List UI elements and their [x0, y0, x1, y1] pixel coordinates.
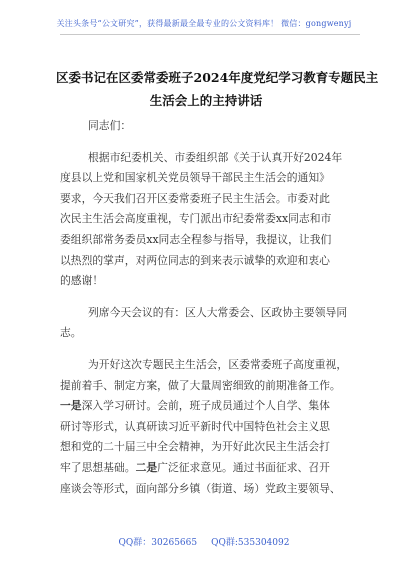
paragraph-line: 座谈会等形式，面向部分乡镇（街道、场）党政主要领导、: [60, 481, 341, 495]
emphasis-first: 一是: [60, 399, 82, 413]
title-line-2: 生活会上的主持讲话: [149, 93, 263, 108]
footer-qq-group-2: QQ群:535304092: [211, 538, 290, 548]
paragraph-line: 以热烈的掌声，对两位同志的到来表示诚挚的欢迎和衷心: [60, 253, 330, 267]
document-title: [56, 66, 379, 112]
paragraph-line: 提前着手、制定方案，做了大量周密细致的前期准备工作。: [60, 378, 341, 392]
document-body: [60, 116, 352, 499]
paragraph-line: 度县以上党和国家机关党员领导干部民主生活会的通知》: [60, 171, 330, 185]
title-line-1: 区委书记在区委常委班子2024年度党纪学习教育专题民主: [56, 70, 379, 85]
footer-qq-group-1: QQ群：30265665: [118, 538, 198, 548]
paragraph-3: [60, 355, 352, 499]
paragraph-line: 的感谢！: [60, 274, 104, 288]
header-banner: 关注头条号“公文研究”，获得最新最全最专业的公文资料库！ 微信：gongwenyj: [56, 19, 352, 28]
paragraph-line: 列席今天会议的有：区人大常委会、区政协主要领导同: [88, 305, 348, 319]
paragraph-line: 次民主生活会高度重视，专门派出市纪委常委xx同志和市: [60, 212, 332, 226]
footer-contacts: [0, 535, 408, 548]
paragraph-line: 研讨等形式，认真研读习近平新时代中国特色社会主义思: [60, 419, 330, 433]
paragraph-line: 想和党的二十届三中全会精神，为开好此次民主生活会打: [60, 440, 330, 454]
paragraph-line: 志。: [60, 326, 82, 340]
paragraph-line: [60, 458, 352, 479]
salutation: 同志们：: [88, 119, 132, 132]
paragraph-line: [60, 396, 352, 417]
emphasis-second: 二是: [135, 460, 158, 474]
paragraph-text: 牢了思想基础。: [60, 460, 136, 474]
paragraph-line: 委组织部常务委员xx同志全程参与指导，我提议，让我们: [60, 232, 332, 246]
paragraph-line: 根据市纪委机关、市委组织部《关于认真开好2024年: [88, 150, 343, 164]
header-divider: [60, 34, 360, 35]
paragraph-2: [60, 303, 352, 344]
paragraph-text: 深入学习研讨。会前，班子成员通过个人自学、集体: [81, 399, 330, 413]
paragraph-line: 要求，今天我们召开区委常委班子民主生活会。市委对此: [60, 191, 330, 205]
paragraph-1: [60, 148, 352, 292]
paragraph-text: 广泛征求意见。通过书面征求、召开: [157, 460, 330, 474]
paragraph-line: 为开好这次专题民主生活会，区委常委班子高度重视，: [88, 357, 348, 371]
